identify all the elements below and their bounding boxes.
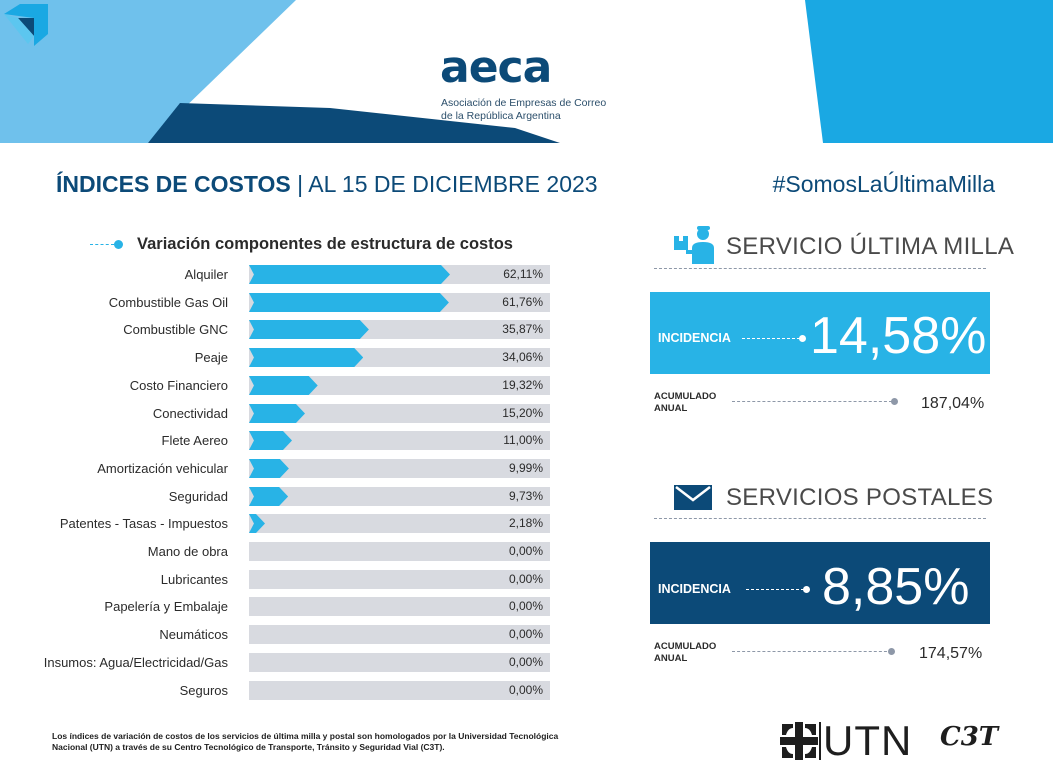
incidencia-dash-line	[742, 338, 800, 339]
cost-variation-chart	[0, 265, 560, 709]
bar-value-label: 62,11%	[503, 267, 543, 281]
bar-track	[249, 265, 550, 284]
bar-label: Conectividad	[152, 406, 228, 421]
utn-divider	[819, 722, 821, 760]
bar	[249, 293, 449, 312]
bar-shape	[249, 459, 289, 478]
ultima-milla-incidencia-box	[650, 292, 990, 374]
bar-value-label: 2,18%	[508, 516, 543, 530]
bar-track	[249, 404, 550, 423]
bar-label: Alquiler	[184, 267, 228, 282]
incidencia-dot-icon	[803, 586, 810, 593]
hashtag: #SomosLaÚltimaMilla	[772, 171, 995, 197]
bar-label: Mano de obra	[147, 544, 228, 559]
bar-value-label: 0,00%	[508, 572, 543, 586]
chart-heading	[90, 233, 513, 255]
bar-track	[249, 320, 550, 339]
bar-label: Insumos: Agua/Electricidad/Gas	[43, 655, 228, 670]
bar-track	[249, 570, 550, 589]
bar-track	[249, 597, 550, 616]
heading-bullet-icon	[114, 240, 123, 249]
bar	[249, 376, 318, 395]
bar	[249, 404, 305, 423]
postales-incidencia-box	[650, 542, 990, 624]
bar	[249, 320, 369, 339]
bar-shape	[249, 265, 450, 284]
aeca-logo-word: aeca	[440, 42, 552, 93]
bar-label: Flete Aereo	[161, 433, 228, 448]
acumulado-dot-icon	[888, 648, 895, 655]
bar-label: Amortización vehicular	[97, 461, 228, 476]
bar-track	[249, 348, 550, 367]
bar-track	[249, 487, 550, 506]
bar	[249, 487, 288, 506]
ultima-milla-acumulado-value: 187,04%	[921, 395, 985, 412]
bar-label: Seguridad	[168, 489, 228, 504]
bar	[249, 348, 363, 367]
header-banner	[0, 0, 1053, 143]
ultima-milla-title: SERVICIO ÚLTIMA MILLA	[726, 233, 1015, 260]
bar-track	[249, 376, 550, 395]
bar-label: Seguros	[179, 683, 228, 698]
bar-shape	[249, 487, 288, 506]
bar-shape	[249, 514, 265, 533]
envelope-icon	[674, 485, 712, 510]
bar	[249, 514, 265, 533]
postales-acumulado-label: ACUMULADO ANUAL	[654, 641, 717, 664]
postales-divider	[654, 518, 986, 519]
incidencia-label: INCIDENCIA	[658, 331, 731, 345]
ultima-milla-acumulado-label: ACUMULADO ANUAL	[654, 391, 717, 414]
bar-track	[249, 653, 550, 672]
bar-value-label: 35,87%	[502, 322, 543, 336]
bar-label: Neumáticos	[159, 627, 228, 642]
bar-label: Lubricantes	[160, 572, 228, 587]
bar-shape	[249, 376, 318, 395]
bar-value-label: 0,00%	[508, 655, 543, 669]
bar-value-label: 11,00%	[503, 433, 543, 447]
bar-label: Papelería y Embalaje	[104, 599, 228, 614]
bright-blue-shape	[805, 0, 1053, 143]
bar-value-label: 0,00%	[508, 544, 543, 558]
bar-track	[249, 514, 550, 533]
incidencia-dash-line	[746, 589, 804, 590]
bar-value-label: 9,73%	[508, 489, 543, 503]
title-separator: |	[297, 171, 304, 197]
acumulado-dot-icon	[891, 398, 898, 405]
incidencia-label: INCIDENCIA	[658, 582, 731, 596]
c3t-logo: C3T	[940, 722, 999, 752]
utn-emblem-icon	[780, 722, 818, 760]
bar-label: Patentes - Tasas - Impuestos	[59, 516, 228, 531]
bar-value-label: 34,06%	[502, 350, 543, 364]
bar-value-label: 9,99%	[508, 461, 543, 475]
page-title	[56, 170, 598, 198]
aeca-logo-icon	[0, 0, 52, 52]
bar-track	[249, 459, 550, 478]
bar-label: Costo Financiero	[129, 378, 228, 393]
bar-track	[249, 681, 550, 700]
bar-track	[249, 431, 550, 450]
postales-title: SERVICIOS POSTALES	[726, 484, 994, 511]
bar-value-label: 61,76%	[502, 295, 543, 309]
bar-value-label: 15,20%	[502, 406, 543, 420]
delivery-person-icon	[672, 224, 718, 264]
aeca-logo-subtitle: Asociación de Empresas de Correo de la República Argentina	[441, 97, 607, 122]
bar-shape	[249, 404, 305, 423]
bar-shape	[249, 320, 369, 339]
bar-value-label: 0,00%	[508, 599, 543, 613]
footnote: Los índices de variación de costos de los servicios de última milla y postal son homologados por la Universidad Tecnológica Nacional (UTN) a través de su Centro Tecnológico de Transporte, Tránsito y Seguridad Vial (C3T).	[52, 731, 559, 752]
bar-shape	[249, 293, 449, 312]
bar-shape	[249, 431, 292, 450]
bar-label: Combustible GNC	[123, 322, 228, 337]
bar-shape	[249, 348, 363, 367]
bar-label: Combustible Gas Oil	[108, 295, 228, 310]
title-date: AL 15 DE DICIEMBRE 2023	[308, 171, 598, 197]
bar	[249, 431, 292, 450]
bar-value-label: 0,00%	[508, 683, 543, 697]
ultima-milla-incidencia-value: 14,58%	[810, 307, 987, 365]
bar-track	[249, 542, 550, 561]
bar	[249, 459, 289, 478]
acumulado-dash-line	[732, 401, 892, 402]
chart-title: Variación componentes de estructura de costos	[137, 234, 513, 253]
heading-dash-line	[90, 244, 114, 245]
bar	[249, 265, 450, 284]
utn-logo-word: UTN	[823, 717, 913, 764]
acumulado-dash-line	[732, 651, 892, 652]
incidencia-dot-icon	[799, 335, 806, 342]
ultima-milla-divider	[654, 268, 986, 269]
bar-value-label: 0,00%	[508, 627, 543, 641]
title-main: ÍNDICES DE COSTOS	[56, 171, 291, 197]
postales-acumulado-value: 174,57%	[919, 645, 983, 662]
postales-incidencia-value: 8,85%	[822, 558, 970, 616]
bar-track	[249, 625, 550, 644]
bar-label: Peaje	[194, 350, 228, 365]
bar-value-label: 19,32%	[502, 378, 543, 392]
bar-track	[249, 293, 550, 312]
